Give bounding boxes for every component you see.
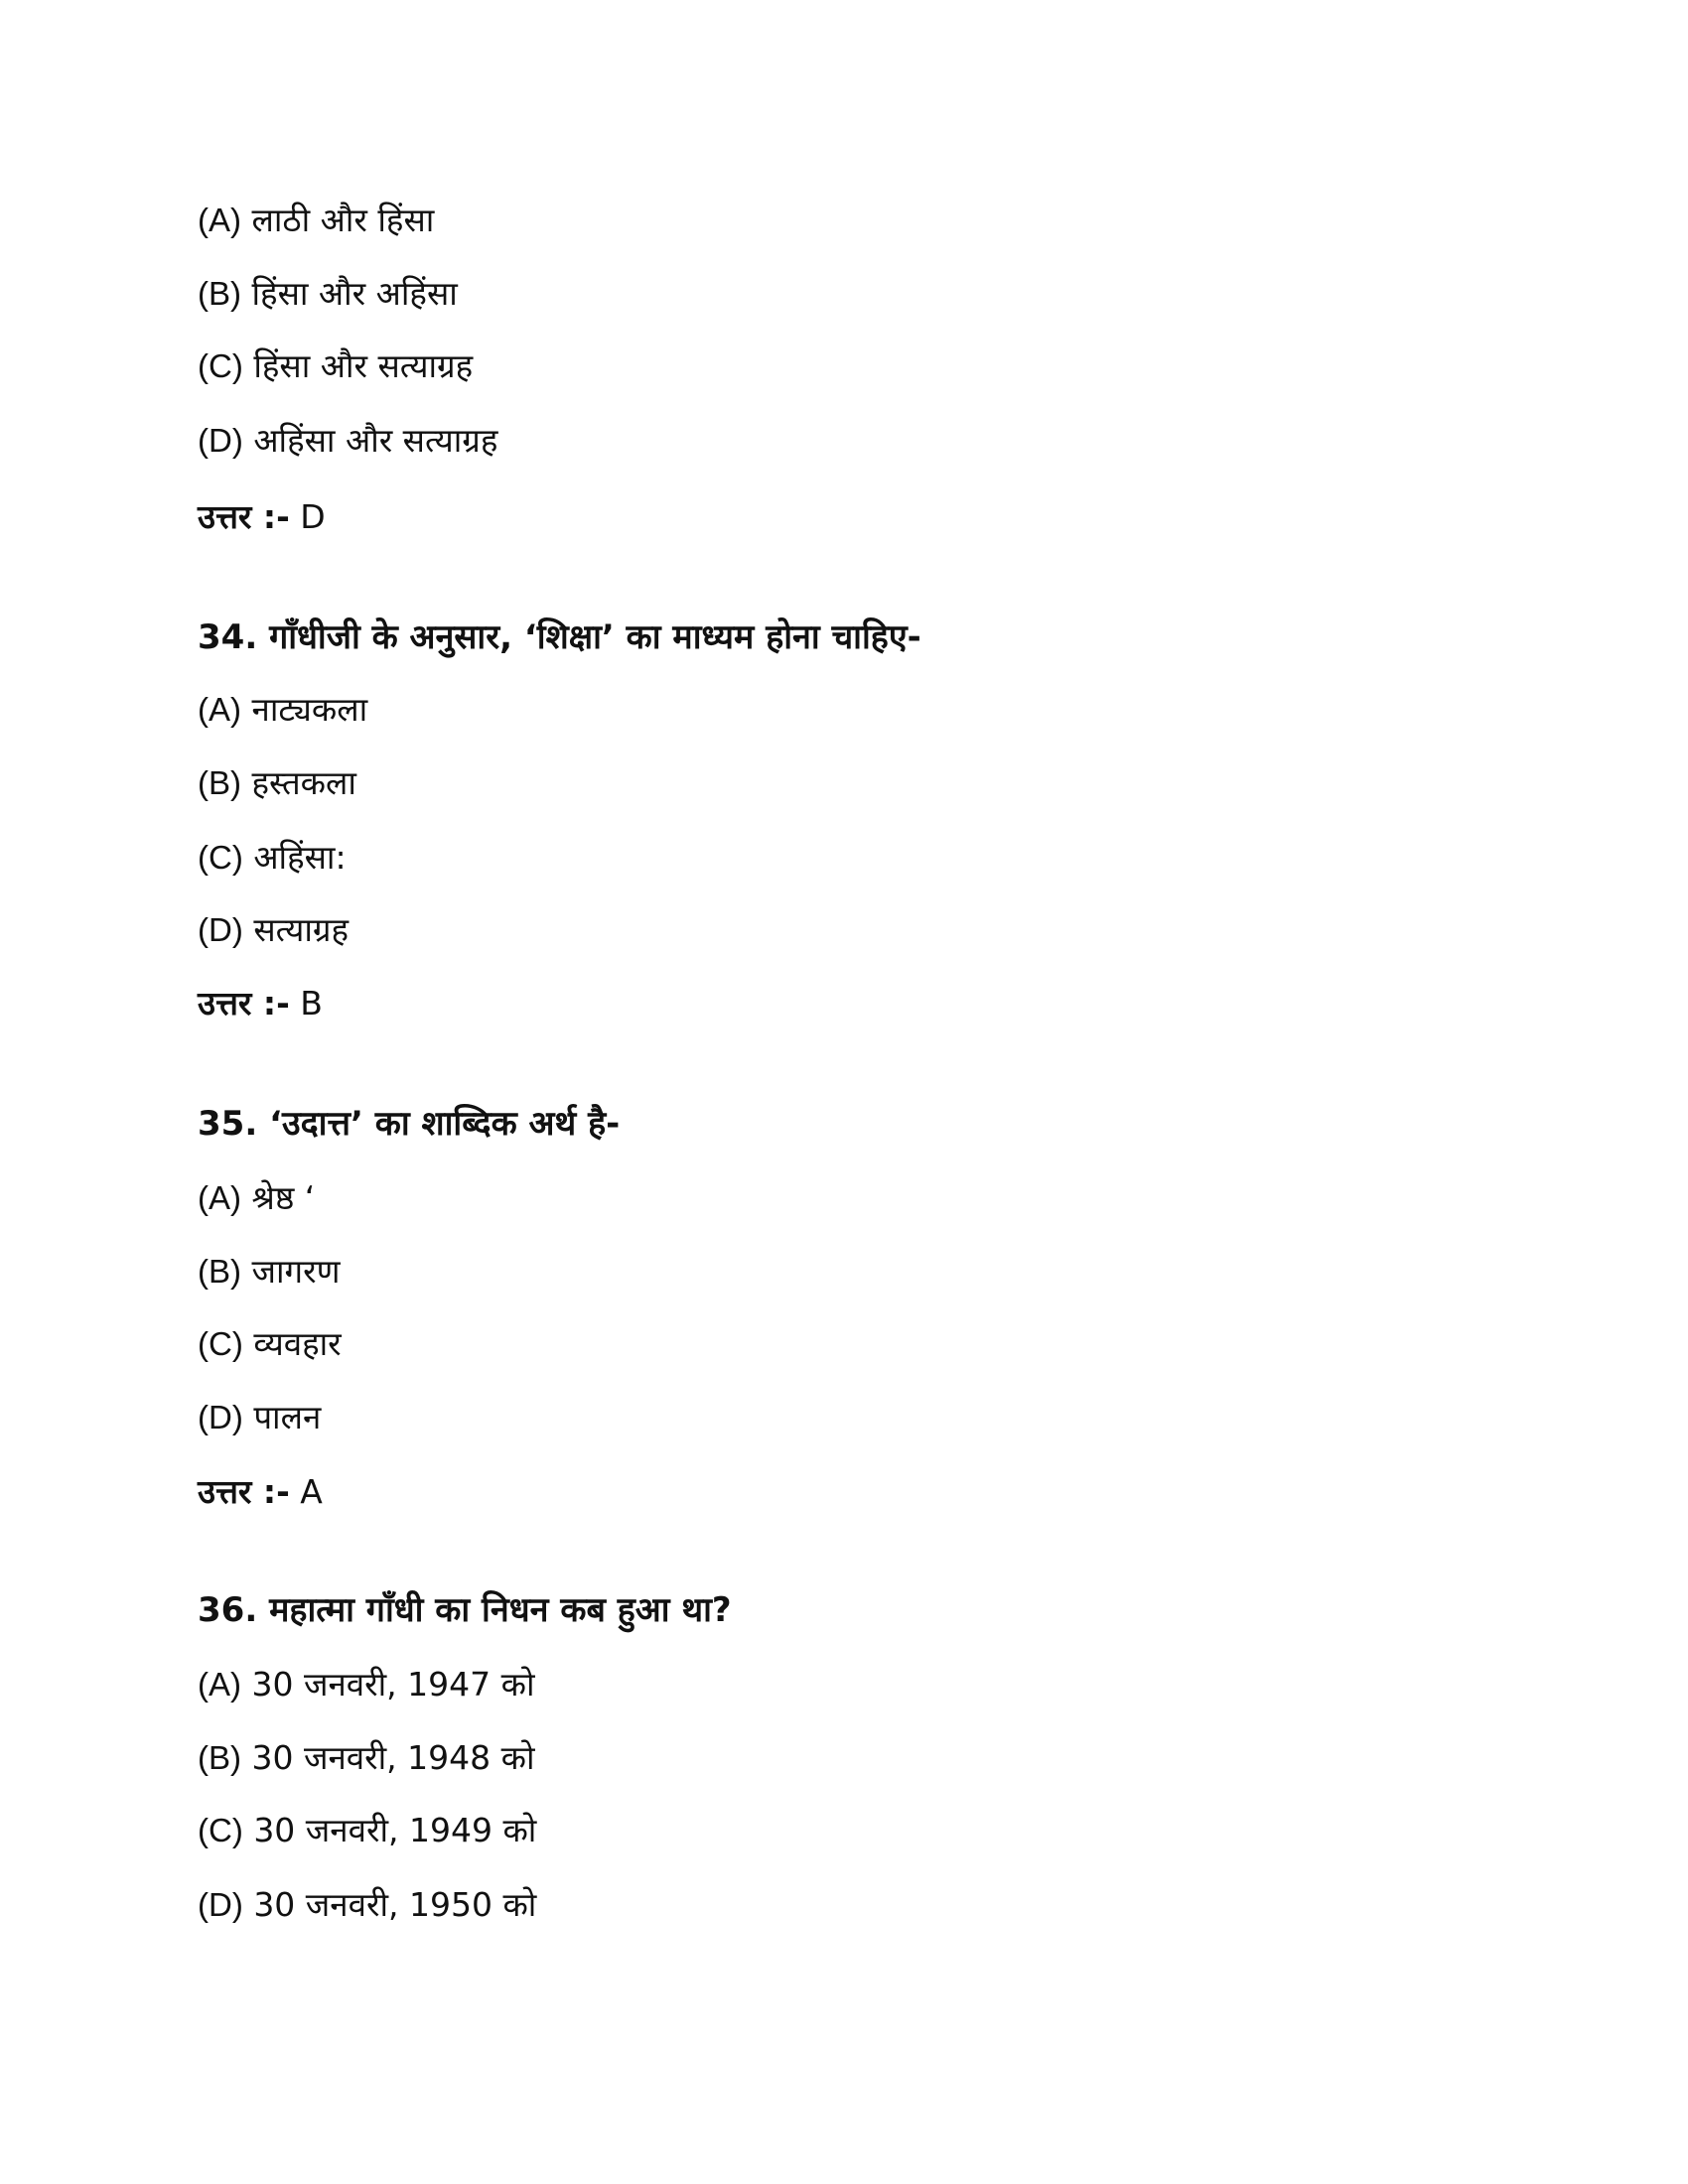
question-title — [198, 615, 921, 659]
option-key: (A) — [198, 691, 241, 728]
option-c — [198, 836, 347, 880]
option-key: (D) — [198, 1886, 243, 1923]
answer-line — [198, 495, 326, 539]
question-text: गाँधीजी के अनुसार, ‘शिक्षा’ का माध्यम होना चाहिए- — [269, 617, 921, 657]
question-title — [198, 1588, 732, 1632]
option-text: पालन — [253, 1398, 322, 1436]
option-key: (B) — [198, 275, 241, 312]
option-text: हिंसा और अहिंसा — [251, 274, 458, 313]
option-b — [198, 1250, 340, 1294]
option-text: जागरण — [251, 1252, 341, 1291]
answer-label: उत्तर :- — [198, 984, 290, 1023]
answer-label: उत्तर :- — [198, 497, 290, 536]
option-key: (A) — [198, 202, 241, 238]
answer-line — [198, 1470, 323, 1514]
question-text: महात्मा गाँधी का निधन कब हुआ था? — [269, 1590, 732, 1630]
option-a — [198, 688, 367, 732]
answer-value: A — [300, 1472, 323, 1511]
option-c — [198, 344, 473, 388]
answer-value: B — [300, 984, 323, 1023]
option-key: (D) — [198, 422, 243, 459]
option-d — [198, 908, 349, 952]
option-c — [198, 1809, 536, 1852]
option-key: (A) — [198, 1179, 241, 1216]
option-key: (C) — [198, 839, 243, 876]
option-key: (D) — [198, 1399, 243, 1435]
answer-value: D — [300, 497, 326, 536]
option-key: (C) — [198, 347, 243, 384]
option-text: हस्तकला — [251, 763, 356, 802]
option-key: (B) — [198, 1739, 241, 1776]
option-c — [198, 1322, 342, 1366]
option-text: 30 जनवरी, 1948 को — [251, 1738, 535, 1777]
question-number: 36. — [198, 1590, 258, 1630]
option-key: (C) — [198, 1325, 243, 1362]
option-text: नाट्यकला — [251, 690, 368, 729]
option-text: व्यवहार — [253, 1324, 342, 1363]
option-a — [198, 1663, 535, 1706]
option-key: (C) — [198, 1812, 243, 1848]
option-text: हिंसा और सत्याग्रह — [253, 346, 474, 385]
option-text: 30 जनवरी, 1947 को — [251, 1665, 535, 1704]
question-number: 35. — [198, 1104, 258, 1144]
option-key: (A) — [198, 1666, 241, 1703]
option-b — [198, 1736, 535, 1780]
option-text: श्रेष्ठ ‘ — [251, 1178, 316, 1217]
question-text: ‘उदात्त’ का शाब्दिक अर्थ है- — [269, 1104, 621, 1144]
option-d — [198, 419, 497, 463]
option-d — [198, 1396, 321, 1439]
option-a — [198, 199, 434, 242]
option-d — [198, 1883, 536, 1927]
option-key: (B) — [198, 1253, 241, 1290]
option-text: अहिंसा और सत्याग्रह — [253, 421, 498, 460]
option-text: अहिंसा: — [253, 838, 347, 877]
question-title — [198, 1102, 620, 1146]
option-text: 30 जनवरी, 1949 को — [253, 1811, 537, 1849]
option-text: 30 जनवरी, 1950 को — [253, 1885, 537, 1924]
option-text: लाठी और हिंसा — [251, 201, 435, 239]
option-b — [198, 761, 356, 805]
option-text: सत्याग्रह — [253, 910, 350, 949]
option-key: (D) — [198, 911, 243, 948]
option-a — [198, 1176, 315, 1220]
option-key: (B) — [198, 764, 241, 801]
answer-line — [198, 982, 323, 1025]
question-number: 34. — [198, 617, 258, 657]
option-b — [198, 272, 458, 316]
answer-label: उत्तर :- — [198, 1472, 290, 1511]
